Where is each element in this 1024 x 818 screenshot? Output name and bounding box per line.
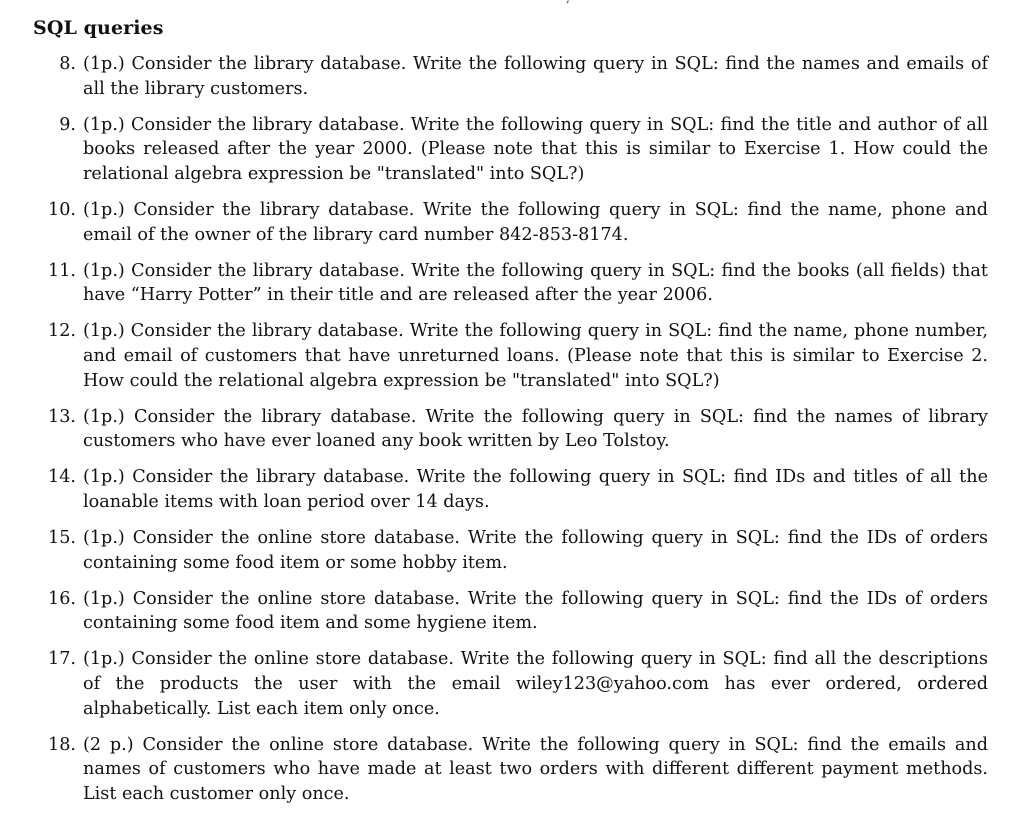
question-number: 14. — [48, 467, 76, 488]
question-number: 10. — [48, 199, 76, 220]
question-number: 12. — [48, 321, 76, 342]
question-number: 17. — [48, 649, 76, 670]
question-item — [0, 113, 1024, 187]
question-text: (2 p.) Consider the online store database. Write the following query in SQL: find the emails and names of customers who have made at least two orders with different different payment methods. List each customer only once. — [83, 734, 988, 804]
question-number: 8. — [59, 54, 76, 74]
question-item — [0, 259, 1024, 308]
section-title: SQL queries — [33, 17, 164, 39]
question-text: (1p.) Consider the online store database. Write the following query in SQL: find the IDs of orders containing some food item and some hygiene item. — [83, 588, 988, 634]
question-number: 18. — [48, 734, 76, 755]
question-number: 9. — [59, 114, 76, 135]
question-item — [0, 198, 1024, 247]
cropped-text-fragment — [566, 0, 574, 2]
question-text: (1p.) Consider the library database. Write the following query in SQL: find the names and emails of all the library customers. — [83, 54, 988, 99]
question-text: (1p.) Consider the library database. Write the following query in SQL: find the books (all fields) that have “Harry Potter” in their title and are released after the year 2006. — [83, 260, 988, 306]
question-number: 16. — [48, 588, 76, 609]
question-item — [0, 587, 1024, 636]
question-item — [0, 465, 1024, 514]
question-item — [0, 647, 1024, 721]
question-number: 13. — [48, 406, 76, 427]
question-item — [0, 733, 1024, 807]
question-text: (1p.) Consider the library database. Write the following query in SQL: find the name, phone and email of the owner of the library card number 842-853-8174. — [83, 199, 988, 245]
question-text: (1p.) Consider the online store database. Write the following query in SQL: find the IDs of orders containing some food item or some hobby item. — [83, 528, 988, 573]
question-text: (1p.) Consider the library database. Write the following query in SQL: find the name, phone number, and email of customers that have unreturned loans. (Please note that this is similar to Exercise 2. How could the relational algebra expression be "translated" into SQL?) — [83, 321, 988, 391]
question-item — [0, 405, 1024, 454]
question-number: 11. — [48, 260, 76, 281]
question-list — [0, 52, 1024, 818]
question-item — [0, 319, 1024, 393]
question-number: 15. — [48, 528, 76, 548]
question-item — [0, 52, 1024, 101]
question-text: (1p.) Consider the online store database. Write the following query in SQL: find all the descriptions of the products the user with the email wiley123@yahoo.com has ever ordered, ordered alphabetically. List each item only once. — [83, 649, 988, 719]
question-text: (1p.) Consider the library database. Write the following query in SQL: find the title and author of all books released after the year 2000. (Please note that this is similar to Exercise 1. How could the relational algebra expression be "translated" into SQL?) — [83, 114, 988, 184]
question-text: (1p.) Consider the library database. Write the following query in SQL: find IDs and titles of all the loanable items with loan period over 14 days. — [83, 467, 988, 512]
question-item — [0, 526, 1024, 575]
question-text: (1p.) Consider the library database. Write the following query in SQL: find the names of library customers who have ever loaned any book written by Leo Tolstoy. — [83, 406, 988, 452]
